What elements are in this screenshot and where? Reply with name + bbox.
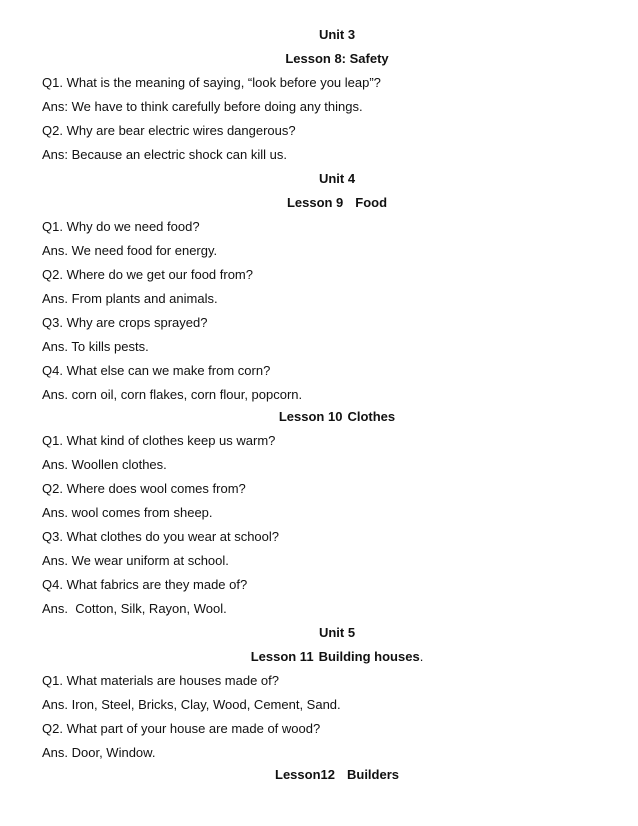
question: Q1. What is the meaning of saying, “look before you leap”? [42, 75, 381, 90]
question: Q4. What else can we make from corn? [42, 363, 271, 378]
lesson-suffix: . [419, 649, 424, 664]
answer: Ans. Woollen clothes. [42, 457, 167, 472]
answer: Ans: Because an electric shock can kill us. [42, 147, 287, 162]
lesson-number: Lesson12 [275, 767, 335, 782]
answer: Ans. From plants and animals. [42, 291, 218, 306]
answer: Ans. Door, Window. [42, 745, 156, 760]
answer: Ans: We have to think carefully before doing any things. [42, 99, 363, 114]
lesson-name: Food [355, 195, 388, 210]
unit-4-title: Unit 4 [318, 171, 356, 186]
lesson-12-title [0, 767, 638, 783]
question: Q2. Where do we get our food from? [42, 267, 253, 282]
lesson-number: Lesson 9 [286, 195, 344, 210]
answer: Ans. We need food for energy. [42, 243, 218, 258]
answer: Ans. wool comes from sheep. [42, 505, 213, 520]
unit-3-title: Unit 3 [318, 27, 356, 42]
lesson-8-title: Lesson 8: Safety [285, 51, 389, 66]
answer: Ans. We wear uniform at school. [42, 553, 229, 568]
question: Q3. What clothes do you wear at school? [42, 529, 280, 544]
question: Q4. What fabrics are they made of? [42, 577, 248, 592]
question: Q2. What part of your house are made of wood? [42, 721, 321, 736]
lesson-10-title [0, 409, 638, 425]
question: Q2. Where does wool comes from? [42, 481, 246, 496]
question: Q1. What kind of clothes keep us warm? [42, 433, 276, 448]
answer: Ans. corn oil, corn flakes, corn flour, popcorn. [42, 387, 303, 402]
lesson-number: Lesson 11 [250, 649, 314, 664]
answer: Ans. Iron, Steel, Bricks, Clay, Wood, Cement, Sand. [42, 697, 341, 712]
question: Q1. Why do we need food? [42, 219, 200, 234]
question: Q2. Why are bear electric wires dangerous? [42, 123, 296, 138]
unit-5-title: Unit 5 [318, 625, 356, 640]
question: Q1. What materials are houses made of? [42, 673, 280, 688]
lesson-9-title [0, 195, 638, 211]
lesson-name: Clothes [347, 409, 396, 424]
answer: Ans. To kills pests. [42, 339, 149, 354]
lesson-number: Lesson 10 [278, 409, 343, 424]
lesson-name: Builders [346, 767, 399, 782]
answer: Ans. Cotton, Silk, Rayon, Wool. [42, 601, 227, 616]
question: Q3. Why are crops sprayed? [42, 315, 208, 330]
lesson-name: Building houses [318, 649, 420, 664]
lesson-11-title [0, 649, 638, 665]
